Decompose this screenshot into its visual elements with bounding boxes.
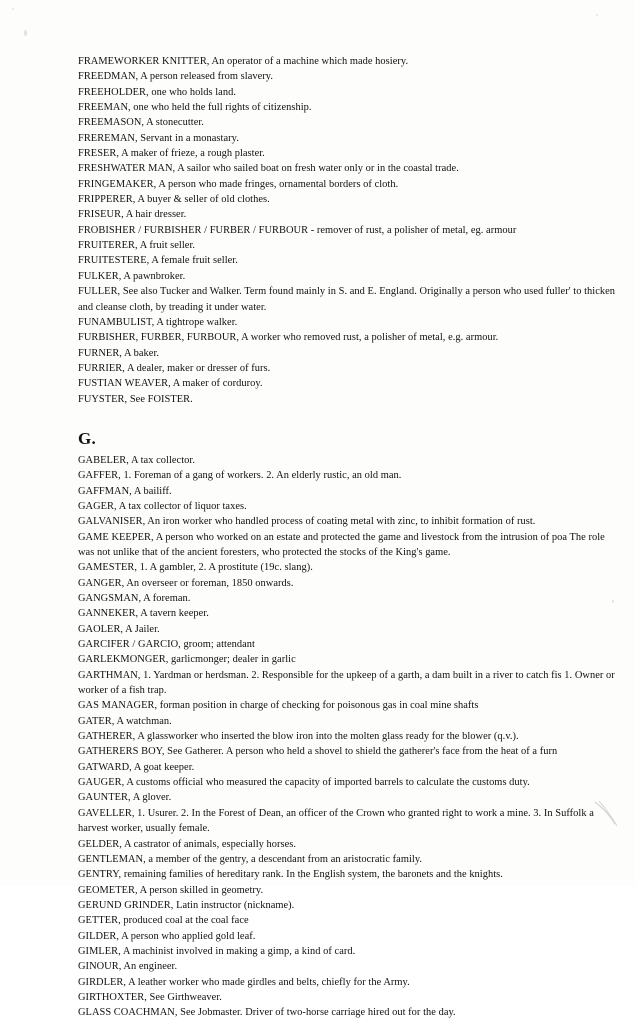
entry-list-f <box>78 54 618 407</box>
dictionary-entry: FRUITESTERE, A female fruit seller. <box>78 255 238 267</box>
dictionary-entry: GARTHMAN, 1. Yardman or herdsman. 2. Responsible for the upkeep of a garth, a dam built in a river to catch fis 1. Owner or worker of a fish trap. <box>78 669 615 697</box>
dictionary-entry: GANGER, An overseer or foreman, 1850 onwards. <box>78 577 294 589</box>
dictionary-entry: FREEMAN, one who held the full rights of citizenship. <box>78 102 312 114</box>
dictionary-entry: FRUITERER, A fruit seller. <box>78 240 196 252</box>
dictionary-entry: GIRDLER, A leather worker who made girdles and belts, chiefly for the Army. <box>78 976 410 988</box>
dictionary-entry: GETTER, produced coal at the coal face <box>78 915 249 927</box>
dictionary-entry: GINOUR, An engineer. <box>78 961 178 973</box>
dictionary-entry: FROBISHER / FURBISHER / FURBER / FURBOUR - remover of rust, a polisher of metal, eg. armour <box>78 224 517 236</box>
scan-speck <box>24 30 27 36</box>
dictionary-entry: GERUND GRINDER, Latin instructor (nickname). <box>78 899 295 911</box>
dictionary-entry: FREREMAN, Servant in a monastary. <box>78 132 239 144</box>
dictionary-entry: GARCIFER / GARCIO, groom; attendant <box>78 639 255 651</box>
dictionary-entry: FREEDMAN, A person released from slavery. <box>78 71 274 83</box>
dictionary-entry: GIRTHOXTER, See Girthweaver. <box>78 991 222 1003</box>
section-heading-g: G. <box>78 428 97 448</box>
dictionary-entry: GILDER, A person who applied gold leaf. <box>78 930 256 942</box>
dictionary-entry: GATHERER, A glassworker who inserted the blow iron into the molten glass ready for the blower (q.v.). <box>78 731 519 743</box>
entry-list-g <box>78 453 618 1021</box>
dictionary-entry: FRIPPERER, A buyer & seller of old clothes. <box>78 194 270 206</box>
scan-artifact-mark <box>593 800 619 828</box>
dictionary-entry: FREEHOLDER, one who holds land. <box>78 86 236 98</box>
dictionary-entry: FREEMASON, A stonecutter. <box>78 117 204 129</box>
dictionary-entry: FUNAMBULIST, A tightrope walker. <box>78 316 238 328</box>
dictionary-entry: GENTRY, remaining families of hereditary rank. In the English system, the baronets and the knights. <box>78 869 503 881</box>
dictionary-entry: GAFFER, 1. Foreman of a gang of workers. 2. An elderly rustic, an old man. <box>78 470 402 482</box>
dictionary-entry: FULLER, See also Tucker and Walker. Term found mainly in S. and E. England. Originally a person who used fuller' to thicken and cleanse cloth, by treading it under water. <box>78 286 616 313</box>
dictionary-entry: GANNEKER, A tavern keeper. <box>78 608 209 620</box>
dictionary-entry: FURNER, A baker. <box>78 347 160 359</box>
dictionary-entry: GANGSMAN, A foreman. <box>78 593 191 604</box>
dictionary-entry: GAGER, A tax collector of liquor taxes. <box>78 500 247 512</box>
dictionary-entry: FRESHWATER MAN, A sailor who sailed boat on fresh water only or in the coastal trade. <box>78 163 459 175</box>
dictionary-entry: FULKER, A pawnbroker. <box>78 270 186 282</box>
dictionary-entry: FRESER, A maker of frieze, a rough plaster. <box>78 148 265 160</box>
dictionary-body <box>78 54 618 1021</box>
dictionary-entry: GATER, A watchman. <box>78 715 172 727</box>
dictionary-entry: GATWARD, A goat keeper. <box>78 761 195 773</box>
dictionary-entry: GELDER, A castrator of animals, especially horses. <box>78 838 297 850</box>
dictionary-entry: GENTLEMAN, a member of the gentry, a descendant from an aristocratic family. <box>78 853 423 865</box>
dictionary-entry: GARLEKMONGER, garlicmonger; dealer in garlic <box>78 654 296 666</box>
dictionary-entry: GAUGER, A customs official who measured the capacity of imported barrels to calculate the customs duty. <box>78 777 530 789</box>
dictionary-entry: FURRIER, A dealer, maker or dresser of furs. <box>78 362 271 374</box>
dictionary-entry: GAVELLER, 1. Usurer. 2. In the Forest of Dean, an officer of the Crown who granted right to work a mine. 3. In Suffolk a harvest worker, usually female. <box>78 807 594 835</box>
dictionary-entry: GLASS COACHMAN, See Jobmaster. Driver of two-horse carriage hired out for the day. <box>78 1007 456 1019</box>
dictionary-entry: GEOMETER, A person skilled in geometry. <box>78 884 264 896</box>
dictionary-entry: GAFFMAN, A bailiff. <box>78 485 172 497</box>
dictionary-entry: FRAMEWORKER KNITTER, An operator of a machine which made hosiery. <box>78 56 409 67</box>
dictionary-entry: GALVANISER, An iron worker who handled process of coating metal with zinc, to inhibit formation of rust. <box>78 516 536 528</box>
scan-speck <box>596 14 598 16</box>
scan-speck <box>12 8 14 10</box>
dictionary-entry: GAUNTER, A glover. <box>78 792 172 804</box>
dictionary-entry: FRISEUR, A hair dresser. <box>78 209 187 221</box>
dictionary-entry: GATHERERS BOY, See Gatherer. A person who held a shovel to shield the gatherer's face from the heat of a furn <box>78 746 558 758</box>
dictionary-entry: FUSTIAN WEAVER, A maker of corduroy. <box>78 378 263 390</box>
dictionary-entry: FUYSTER, See FOISTER. <box>78 393 193 405</box>
dictionary-entry: FURBISHER, FURBER, FURBOUR, A worker who removed rust, a polisher of metal, e.g. armour. <box>78 332 499 344</box>
dictionary-entry: GAOLER, A Jailer. <box>78 623 160 635</box>
dictionary-entry: GABELER, A tax collector. <box>78 454 195 466</box>
dictionary-entry: FRINGEMAKER, A person who made fringes, ornamental borders of cloth. <box>78 178 399 190</box>
section-spacer <box>78 407 618 429</box>
dictionary-entry: GAS MANAGER, forman position in charge of checking for poisonous gas in coal mine shafts <box>78 700 479 712</box>
dictionary-entry: GAMESTER, 1. A gambler, 2. A prostitute (19c. slang). <box>78 562 313 574</box>
dictionary-entry: GAME KEEPER, A person who worked on an estate and protected the game and livestock from the intrusion of poa The role was not unlike that of the ancient foresters, who protected the stocks of the King's game. <box>78 531 605 558</box>
dictionary-entry: GIMLER, A machinist involved in making a gimp, a kind of card. <box>78 945 356 957</box>
